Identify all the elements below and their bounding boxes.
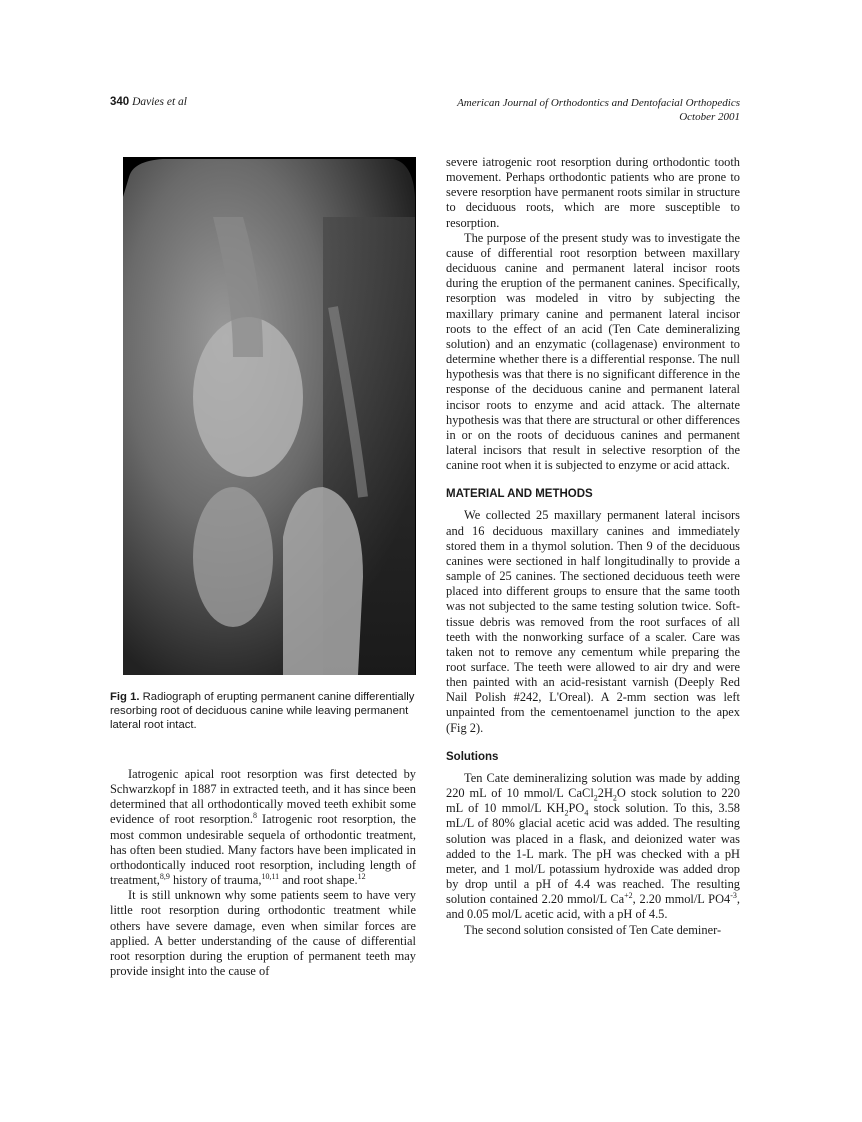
running-header-left [110,96,187,108]
text: O stock solution to 220 mL of 10 mmol/L KH [446,786,741,816]
paragraph [446,771,740,923]
issue-date: October 2001 [679,111,740,123]
citation: 12 [357,871,366,881]
text: history of trauma, [169,873,262,888]
left-column [110,767,416,979]
text: Iatrogenic apical root resorption was first detected by Schwarzkopf in 1887 in extracted teeth, and it has since been determined that all orthodontically moved teeth exhibit some evidence of root resorption. [110,767,416,827]
journal-title: American Journal of Orthodontics and Dentofacial Orthopedics [457,97,740,109]
paragraph: The purpose of the present study was to investigate the cause of differential root resorption between maxillary deciduous canine and permanent lateral incisor roots during the eruption of the permanent canines. Specifically, resorption was modeled in vitro by subjecting the maxillary primary canine and permanent lateral incisor roots to the effect of an acid (Ten Cate demineralizing solution) and an enzymatic (collagenase) environment to determine whether there is a differential response. The null hypothesis was that there is no significant difference in the response of the deciduous canine and permanent lateral incisor roots to enzyme and acid attack. The alternate hypothesis was that there are structural or other differences in or on the roots of deciduous canines and permanent lateral incisors that result in selective resorption of the canine root when it is subjected to enzyme or acid attack. [446,230,740,473]
radiograph-image [123,157,416,675]
citation: 8,9 [159,871,170,881]
authors: Davies et al [132,96,187,108]
caption-text: Radiograph of erupting permanent canine differentially resorbing root of deciduous canine while leaving permanent lateral root intact. [110,691,415,731]
right-column [446,155,740,938]
subscript: 4 [584,808,589,818]
subsection-heading: Solutions [446,750,499,763]
figure-1-radiograph [123,157,416,675]
text: and root shape. [279,873,358,888]
paragraph: It is still unknown why some patients seem to have very little root resorption during orthodontic treatment while others have severe damage, even when similar forces are applied. A better understanding of the cause of differential root resorption during the eruption of permanent teeth may provide insight into the cause of [110,888,416,979]
subscript: 2 [593,793,598,803]
text: Iatrogenic root resorption, the most common undesirable sequela of orthodontic treatment, has often been studied. Many factors have been implicated in orthodontically induced root resorption, including length of treatment, [110,812,416,888]
subscript: 2 [612,793,617,803]
paragraph [110,767,416,888]
page-number: 340 [110,96,130,108]
section-heading: MATERIAL AND METHODS [446,488,593,501]
superscript: -3 [730,891,737,901]
citation: 10,11 [261,871,280,881]
figure-label: Fig 1. [110,691,140,703]
text: stock solution. To this, 3.58 mL/L of 80% glacial acetic acid was added. The resulting solution was placed in a flask, and deionized water was added to the 1-L mark. The pH was checked with a pH meter, and 1 mol/L potassium hydroxide was added drop by drop until a pH of 4.4 was reached. The resulting solution contained 2.20 mmol/L Ca [446,801,741,907]
citation: 8 [252,811,257,821]
text: , 2.20 mmol/L PO4 [632,892,731,907]
paragraph: severe iatrogenic root resorption during orthodontic tooth movement. Perhaps orthodontic patients who are prone to severe resorption have permanent roots similar in structure to deciduous roots, which are more susceptible to resorption. [446,155,740,230]
paragraph: We collected 25 maxillary permanent lateral incisors and 16 deciduous maxillary canines and immediately stored them in a thymol solution. Then 9 of the deciduous canines were sectioned in half longitudinally to provide a sample of 25 canines. The sectioned deciduous teeth were placed into different groups to ensure that the same tooth was not subjected to the same testing solution twice. Soft-tissue debris was removed from the root surfaces of all teeth with the nonworking surface of a scaler. Care was taken not to remove any cementum while preparing the root surface. The teeth were allowed to air dry and were then painted with an acid-resistant varnish (Deeply Red Nail Polish #242, L'Oreal). A 2-mm section was left unpainted from the cementoenamel junction to the apex (Fig 2). [446,508,740,735]
figure-1-caption [110,690,416,732]
running-header-right [457,96,740,124]
text: , and 0.05 mol/L acetic acid, with a pH of 4.5. [446,892,741,922]
superscript: +2 [624,891,633,901]
text: PO [568,801,585,816]
text: Ten Cate demineralizing solution was made by adding 220 mL of 10 mmol/L CaCl [446,770,740,801]
paragraph: The second solution consisted of Ten Cate deminer- [464,922,722,937]
subscript: 2 [564,808,569,818]
text: 2H [597,786,613,801]
